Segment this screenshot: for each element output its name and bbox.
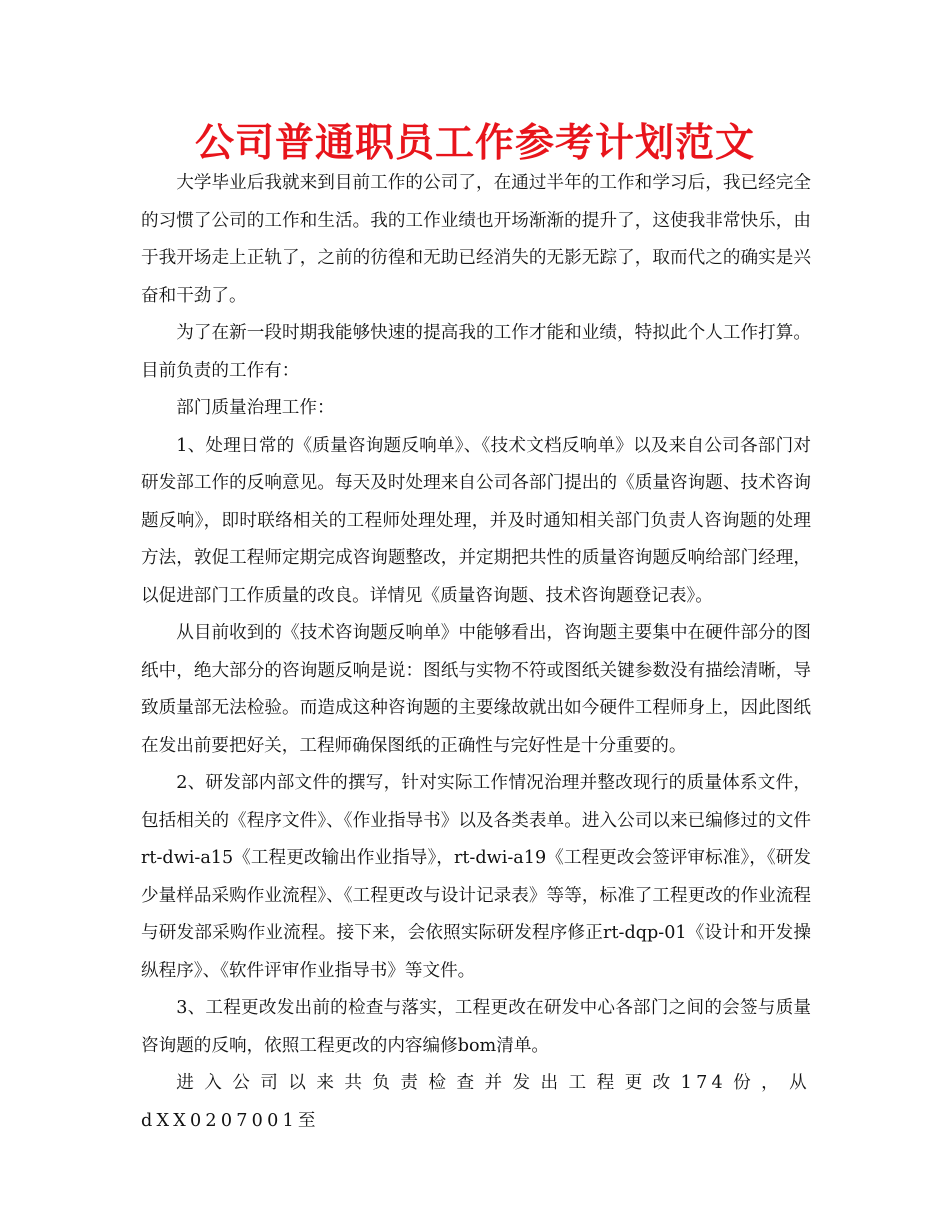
paragraph-item-3: 3、工程更改发出前的检查与落实，工程更改在研发中心各部门之间的会签与质量咨询题的反响，依照工程更改的内容编修bom清单。 [141, 998, 811, 1056]
paragraph-item-1: 1、处理日常的《质量咨询题反响单》、《技术文档反响单》以及来自公司各部门对研发部工作的反响意见。每天及时处理来自公司各部门提出的《质量咨询题、技术咨询题反响》，即时联络相关的工程师处理处理，并及时通知相关部门负责人咨询题的处理方法，敦促工程师定期完成咨询题整改，并定期把共性的质量咨询题反响给部门经理，以促进部门工作质量的改良。详情见《质量咨询题、技术咨询题登记表》。 [141, 435, 811, 606]
paragraph-continuation: 进入公司以来共负责检查并发出工程更改174份，从dXX0207001至 [141, 1073, 811, 1131]
document-title: 公司普通职员工作参考计划范文 [194, 121, 755, 166]
document-body [141, 165, 811, 1140]
paragraph-intro: 大学毕业后我就来到目前工作的公司了，在通过半年的工作和学习后，我已经完全的习惯了公司的工作和生活。我的工作业绩也开场渐渐的提升了，这使我非常快乐，由于我开场走上正轨了，之前的彷徨和无助已经消失的无影无踪了，取而代之的确实是兴奋和干劲了。 [141, 173, 811, 306]
paragraph-plan: 为了在新一段时期我能够快速的提高我的工作才能和业绩，特拟此个人工作打算。目前负责的工作有： [141, 323, 811, 381]
paragraph-analysis: 从目前收到的《技术咨询题反响单》中能够看出，咨询题主要集中在硬件部分的图纸中，绝大部分的咨询题反响是说：图纸与实物不符或图纸关键参数没有描绘清晰，导致质量部无法检验。而造成这种咨询题的主要缘故就出如今硬件工程师身上，因此图纸在发出前要把好关，工程师确保图纸的正确性与完好性是十分重要的。 [141, 623, 811, 756]
paragraph-section-heading: 部门质量治理工作： [176, 398, 335, 418]
paragraph-item-2: 2、研发部内部文件的撰写，针对实际工作情况治理并整改现行的质量体系文件，包括相关的《程序文件》、《作业指导书》以及各类表单。进入公司以来已编修过的文件rt-dwi-a15《工程更改输出作业指导》，rt-dwi-a19《工程更改会签评审标准》，《研发少量样品采购作业流程》、《工程更改与设计记录表》等等，标准了工程更改的作业流程与研发部采购作业流程。接下来，会依照实际研发程序修正rt-dqp-01《设计和开发操纵程序》、《软件评审作业指导书》等文件。 [141, 773, 811, 981]
